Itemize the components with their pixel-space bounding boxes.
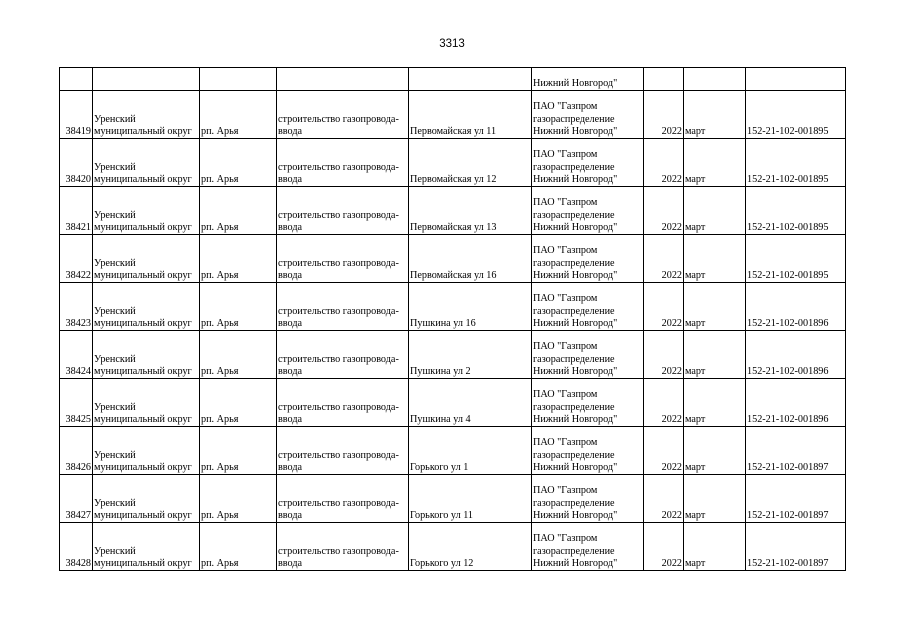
cell-organization-line: ПАО "Газпром bbox=[533, 245, 598, 257]
cell-id: 38426 bbox=[60, 427, 93, 475]
cell-organization-line: Нижний Новгород" bbox=[533, 269, 618, 281]
cell-code bbox=[746, 68, 846, 91]
cell-district-line: муниципальный округ bbox=[94, 365, 192, 377]
cell-organization-line: Нижний Новгород" bbox=[533, 557, 618, 569]
cell-organization bbox=[532, 187, 644, 235]
cell-month bbox=[684, 68, 746, 91]
cell-settlement: рп. Арья bbox=[200, 331, 277, 379]
cell-year: 2022 bbox=[644, 187, 684, 235]
cell-id: 38424 bbox=[60, 331, 93, 379]
cell-organization bbox=[532, 523, 644, 571]
cell-organization-line: ПАО "Газпром bbox=[533, 437, 598, 449]
cell-year: 2022 bbox=[644, 139, 684, 187]
cell-district-line: муниципальный округ bbox=[94, 269, 192, 281]
cell-id: 38421 bbox=[60, 187, 93, 235]
page-number: 3313 bbox=[439, 38, 465, 50]
cell-work-line: строительство газопровода- bbox=[278, 449, 399, 461]
cell-month: март bbox=[684, 475, 746, 523]
cell-settlement: рп. Арья bbox=[200, 91, 277, 139]
cell-month: март bbox=[684, 331, 746, 379]
cell-year: 2022 bbox=[644, 91, 684, 139]
cell-year: 2022 bbox=[644, 523, 684, 571]
cell-organization bbox=[532, 379, 644, 427]
cell-organization-line: ПАО "Газпром bbox=[533, 389, 598, 401]
cell-address: Горького ул 11 bbox=[409, 475, 532, 523]
cell-organization-line: Нижний Новгород" bbox=[533, 365, 618, 377]
cell-code: 152-21-102-001895 bbox=[746, 91, 846, 139]
cell-settlement: рп. Арья bbox=[200, 379, 277, 427]
cell-work-line: ввода bbox=[278, 557, 303, 569]
cell-code: 152-21-102-001896 bbox=[746, 379, 846, 427]
cell-district-line: Уренский bbox=[94, 449, 136, 461]
cell-code: 152-21-102-001895 bbox=[746, 187, 846, 235]
table-row bbox=[60, 331, 846, 379]
cell-district-line: муниципальный округ bbox=[94, 557, 192, 569]
cell-work-line: строительство газопровода- bbox=[278, 497, 399, 509]
cell-district bbox=[93, 331, 200, 379]
continued-row bbox=[60, 68, 846, 91]
cell-settlement: рп. Арья bbox=[200, 139, 277, 187]
cell-district bbox=[93, 523, 200, 571]
cell-organization-line: Нижний Новгород" bbox=[533, 221, 618, 233]
cell-code: 152-21-102-001895 bbox=[746, 139, 846, 187]
cell-district bbox=[93, 475, 200, 523]
cell-district-line: муниципальный округ bbox=[94, 125, 192, 137]
cell-id: 38428 bbox=[60, 523, 93, 571]
cell-district bbox=[93, 379, 200, 427]
cell-month: март bbox=[684, 139, 746, 187]
cell-code: 152-21-102-001896 bbox=[746, 283, 846, 331]
table-row bbox=[60, 379, 846, 427]
cell-organization bbox=[532, 427, 644, 475]
cell-work bbox=[277, 68, 409, 91]
cell-settlement: рп. Арья bbox=[200, 235, 277, 283]
cell-year: 2022 bbox=[644, 475, 684, 523]
cell-settlement bbox=[200, 68, 277, 91]
cell-district-line: Уренский bbox=[94, 305, 136, 317]
cell-address: Первомайская ул 11 bbox=[409, 91, 532, 139]
cell-organization bbox=[532, 283, 644, 331]
cell-organization-line: ПАО "Газпром bbox=[533, 197, 598, 209]
cell-settlement: рп. Арья bbox=[200, 187, 277, 235]
cell-settlement: рп. Арья bbox=[200, 475, 277, 523]
cell-organization-line: газораспределение bbox=[533, 257, 615, 269]
cell-organization bbox=[532, 235, 644, 283]
cell-organization: Нижний Новгород" bbox=[532, 68, 644, 91]
cell-organization-line: ПАО "Газпром bbox=[533, 533, 598, 545]
cell-district-line: муниципальный округ bbox=[94, 509, 192, 521]
cell-settlement: рп. Арья bbox=[200, 523, 277, 571]
cell-settlement: рп. Арья bbox=[200, 427, 277, 475]
cell-district-line: муниципальный округ bbox=[94, 413, 192, 425]
cell-month: март bbox=[684, 427, 746, 475]
cell-district-line: муниципальный округ bbox=[94, 221, 192, 233]
table-row bbox=[60, 283, 846, 331]
cell-organization-line: ПАО "Газпром bbox=[533, 293, 598, 305]
cell-organization-line: газораспределение bbox=[533, 401, 615, 413]
cell-year: 2022 bbox=[644, 283, 684, 331]
cell-work bbox=[277, 235, 409, 283]
table-row bbox=[60, 523, 846, 571]
cell-district-line: муниципальный округ bbox=[94, 461, 192, 473]
cell-district-line: муниципальный округ bbox=[94, 173, 192, 185]
cell-organization-line: Нижний Новгород" bbox=[533, 461, 618, 473]
cell-district-line: Уренский bbox=[94, 497, 136, 509]
cell-work-line: строительство газопровода- bbox=[278, 353, 399, 365]
cell-work bbox=[277, 523, 409, 571]
cell-work-line: строительство газопровода- bbox=[278, 305, 399, 317]
cell-district-line: Уренский bbox=[94, 257, 136, 269]
cell-work-line: ввода bbox=[278, 509, 303, 521]
cell-work-line: ввода bbox=[278, 365, 303, 377]
cell-organization-line: газораспределение bbox=[533, 209, 615, 221]
cell-year: 2022 bbox=[644, 235, 684, 283]
table-row bbox=[60, 235, 846, 283]
cell-month: март bbox=[684, 187, 746, 235]
cell-organization-line: Нижний Новгород" bbox=[533, 125, 618, 137]
cell-district bbox=[93, 427, 200, 475]
table-row bbox=[60, 139, 846, 187]
cell-organization-line: газораспределение bbox=[533, 161, 615, 173]
cell-code: 152-21-102-001896 bbox=[746, 331, 846, 379]
cell-id: 38420 bbox=[60, 139, 93, 187]
cell-year bbox=[644, 68, 684, 91]
cell-organization-line: ПАО "Газпром bbox=[533, 485, 598, 497]
cell-address: Пушкина ул 4 bbox=[409, 379, 532, 427]
cell-district bbox=[93, 68, 200, 91]
cell-work-line: ввода bbox=[278, 173, 303, 185]
cell-work bbox=[277, 475, 409, 523]
cell-settlement: рп. Арья bbox=[200, 283, 277, 331]
cell-work-line: ввода bbox=[278, 317, 303, 329]
cell-work-line: строительство газопровода- bbox=[278, 209, 399, 221]
cell-address: Пушкина ул 16 bbox=[409, 283, 532, 331]
cell-organization bbox=[532, 475, 644, 523]
cell-id: 38419 bbox=[60, 91, 93, 139]
cell-district-line: Уренский bbox=[94, 113, 136, 125]
cell-work-line: ввода bbox=[278, 413, 303, 425]
cell-month: март bbox=[684, 283, 746, 331]
cell-organization-line: газораспределение bbox=[533, 353, 615, 365]
cell-address: Первомайская ул 16 bbox=[409, 235, 532, 283]
cell-work bbox=[277, 331, 409, 379]
cell-district-line: Уренский bbox=[94, 353, 136, 365]
cell-code: 152-21-102-001897 bbox=[746, 523, 846, 571]
cell-organization-line: ПАО "Газпром bbox=[533, 341, 598, 353]
cell-address: Первомайская ул 12 bbox=[409, 139, 532, 187]
cell-district-line: Уренский bbox=[94, 545, 136, 557]
table-row bbox=[60, 475, 846, 523]
cell-work-line: ввода bbox=[278, 461, 303, 473]
cell-code: 152-21-102-001897 bbox=[746, 475, 846, 523]
cell-work bbox=[277, 91, 409, 139]
cell-district-line: Уренский bbox=[94, 209, 136, 221]
cell-district-line: Уренский bbox=[94, 401, 136, 413]
cell-work bbox=[277, 427, 409, 475]
cell-month: март bbox=[684, 235, 746, 283]
cell-address: Горького ул 12 bbox=[409, 523, 532, 571]
cell-organization-line: газораспределение bbox=[533, 113, 615, 125]
cell-district bbox=[93, 283, 200, 331]
cell-id: 38423 bbox=[60, 283, 93, 331]
cell-code: 152-21-102-001895 bbox=[746, 235, 846, 283]
cell-id: 38427 bbox=[60, 475, 93, 523]
cell-work bbox=[277, 187, 409, 235]
cell-work bbox=[277, 283, 409, 331]
cell-district-line: муниципальный округ bbox=[94, 317, 192, 329]
cell-organization-line: Нижний Новгород" bbox=[533, 317, 618, 329]
cell-month: март bbox=[684, 91, 746, 139]
cell-organization-line: газораспределение bbox=[533, 305, 615, 317]
cell-organization bbox=[532, 91, 644, 139]
cell-organization-line: газораспределение bbox=[533, 449, 615, 461]
cell-id: 38422 bbox=[60, 235, 93, 283]
cell-district bbox=[93, 235, 200, 283]
records-table bbox=[59, 67, 846, 571]
cell-district bbox=[93, 187, 200, 235]
cell-district bbox=[93, 139, 200, 187]
cell-code: 152-21-102-001897 bbox=[746, 427, 846, 475]
cell-organization bbox=[532, 139, 644, 187]
cell-month: март bbox=[684, 523, 746, 571]
table-row bbox=[60, 427, 846, 475]
cell-organization bbox=[532, 331, 644, 379]
cell-month: март bbox=[684, 379, 746, 427]
cell-district-line: Уренский bbox=[94, 161, 136, 173]
cell-work-line: ввода bbox=[278, 125, 303, 137]
cell-work-line: ввода bbox=[278, 269, 303, 281]
cell-work bbox=[277, 379, 409, 427]
cell-work bbox=[277, 139, 409, 187]
cell-year: 2022 bbox=[644, 331, 684, 379]
cell-work-line: строительство газопровода- bbox=[278, 257, 399, 269]
cell-organization-line: газораспределение bbox=[533, 497, 615, 509]
cell-organization-line: Нижний Новгород" bbox=[533, 413, 618, 425]
cell-year: 2022 bbox=[644, 427, 684, 475]
cell-address: Горького ул 1 bbox=[409, 427, 532, 475]
cell-organization-line: газораспределение bbox=[533, 545, 615, 557]
cell-id: 38425 bbox=[60, 379, 93, 427]
cell-organization-line: Нижний Новгород" bbox=[533, 509, 618, 521]
cell-district bbox=[93, 91, 200, 139]
table-row bbox=[60, 187, 846, 235]
cell-work-line: строительство газопровода- bbox=[278, 401, 399, 413]
cell-organization-line: Нижний Новгород" bbox=[533, 173, 618, 185]
cell-work-line: строительство газопровода- bbox=[278, 545, 399, 557]
cell-work-line: ввода bbox=[278, 221, 303, 233]
cell-address: Пушкина ул 2 bbox=[409, 331, 532, 379]
cell-id bbox=[60, 68, 93, 91]
cell-organization-line: ПАО "Газпром bbox=[533, 101, 598, 113]
cell-year: 2022 bbox=[644, 379, 684, 427]
cell-address: Первомайская ул 13 bbox=[409, 187, 532, 235]
cell-organization-line: ПАО "Газпром bbox=[533, 149, 598, 161]
cell-address bbox=[409, 68, 532, 91]
table-row bbox=[60, 91, 846, 139]
cell-work-line: строительство газопровода- bbox=[278, 113, 399, 125]
cell-work-line: строительство газопровода- bbox=[278, 161, 399, 173]
